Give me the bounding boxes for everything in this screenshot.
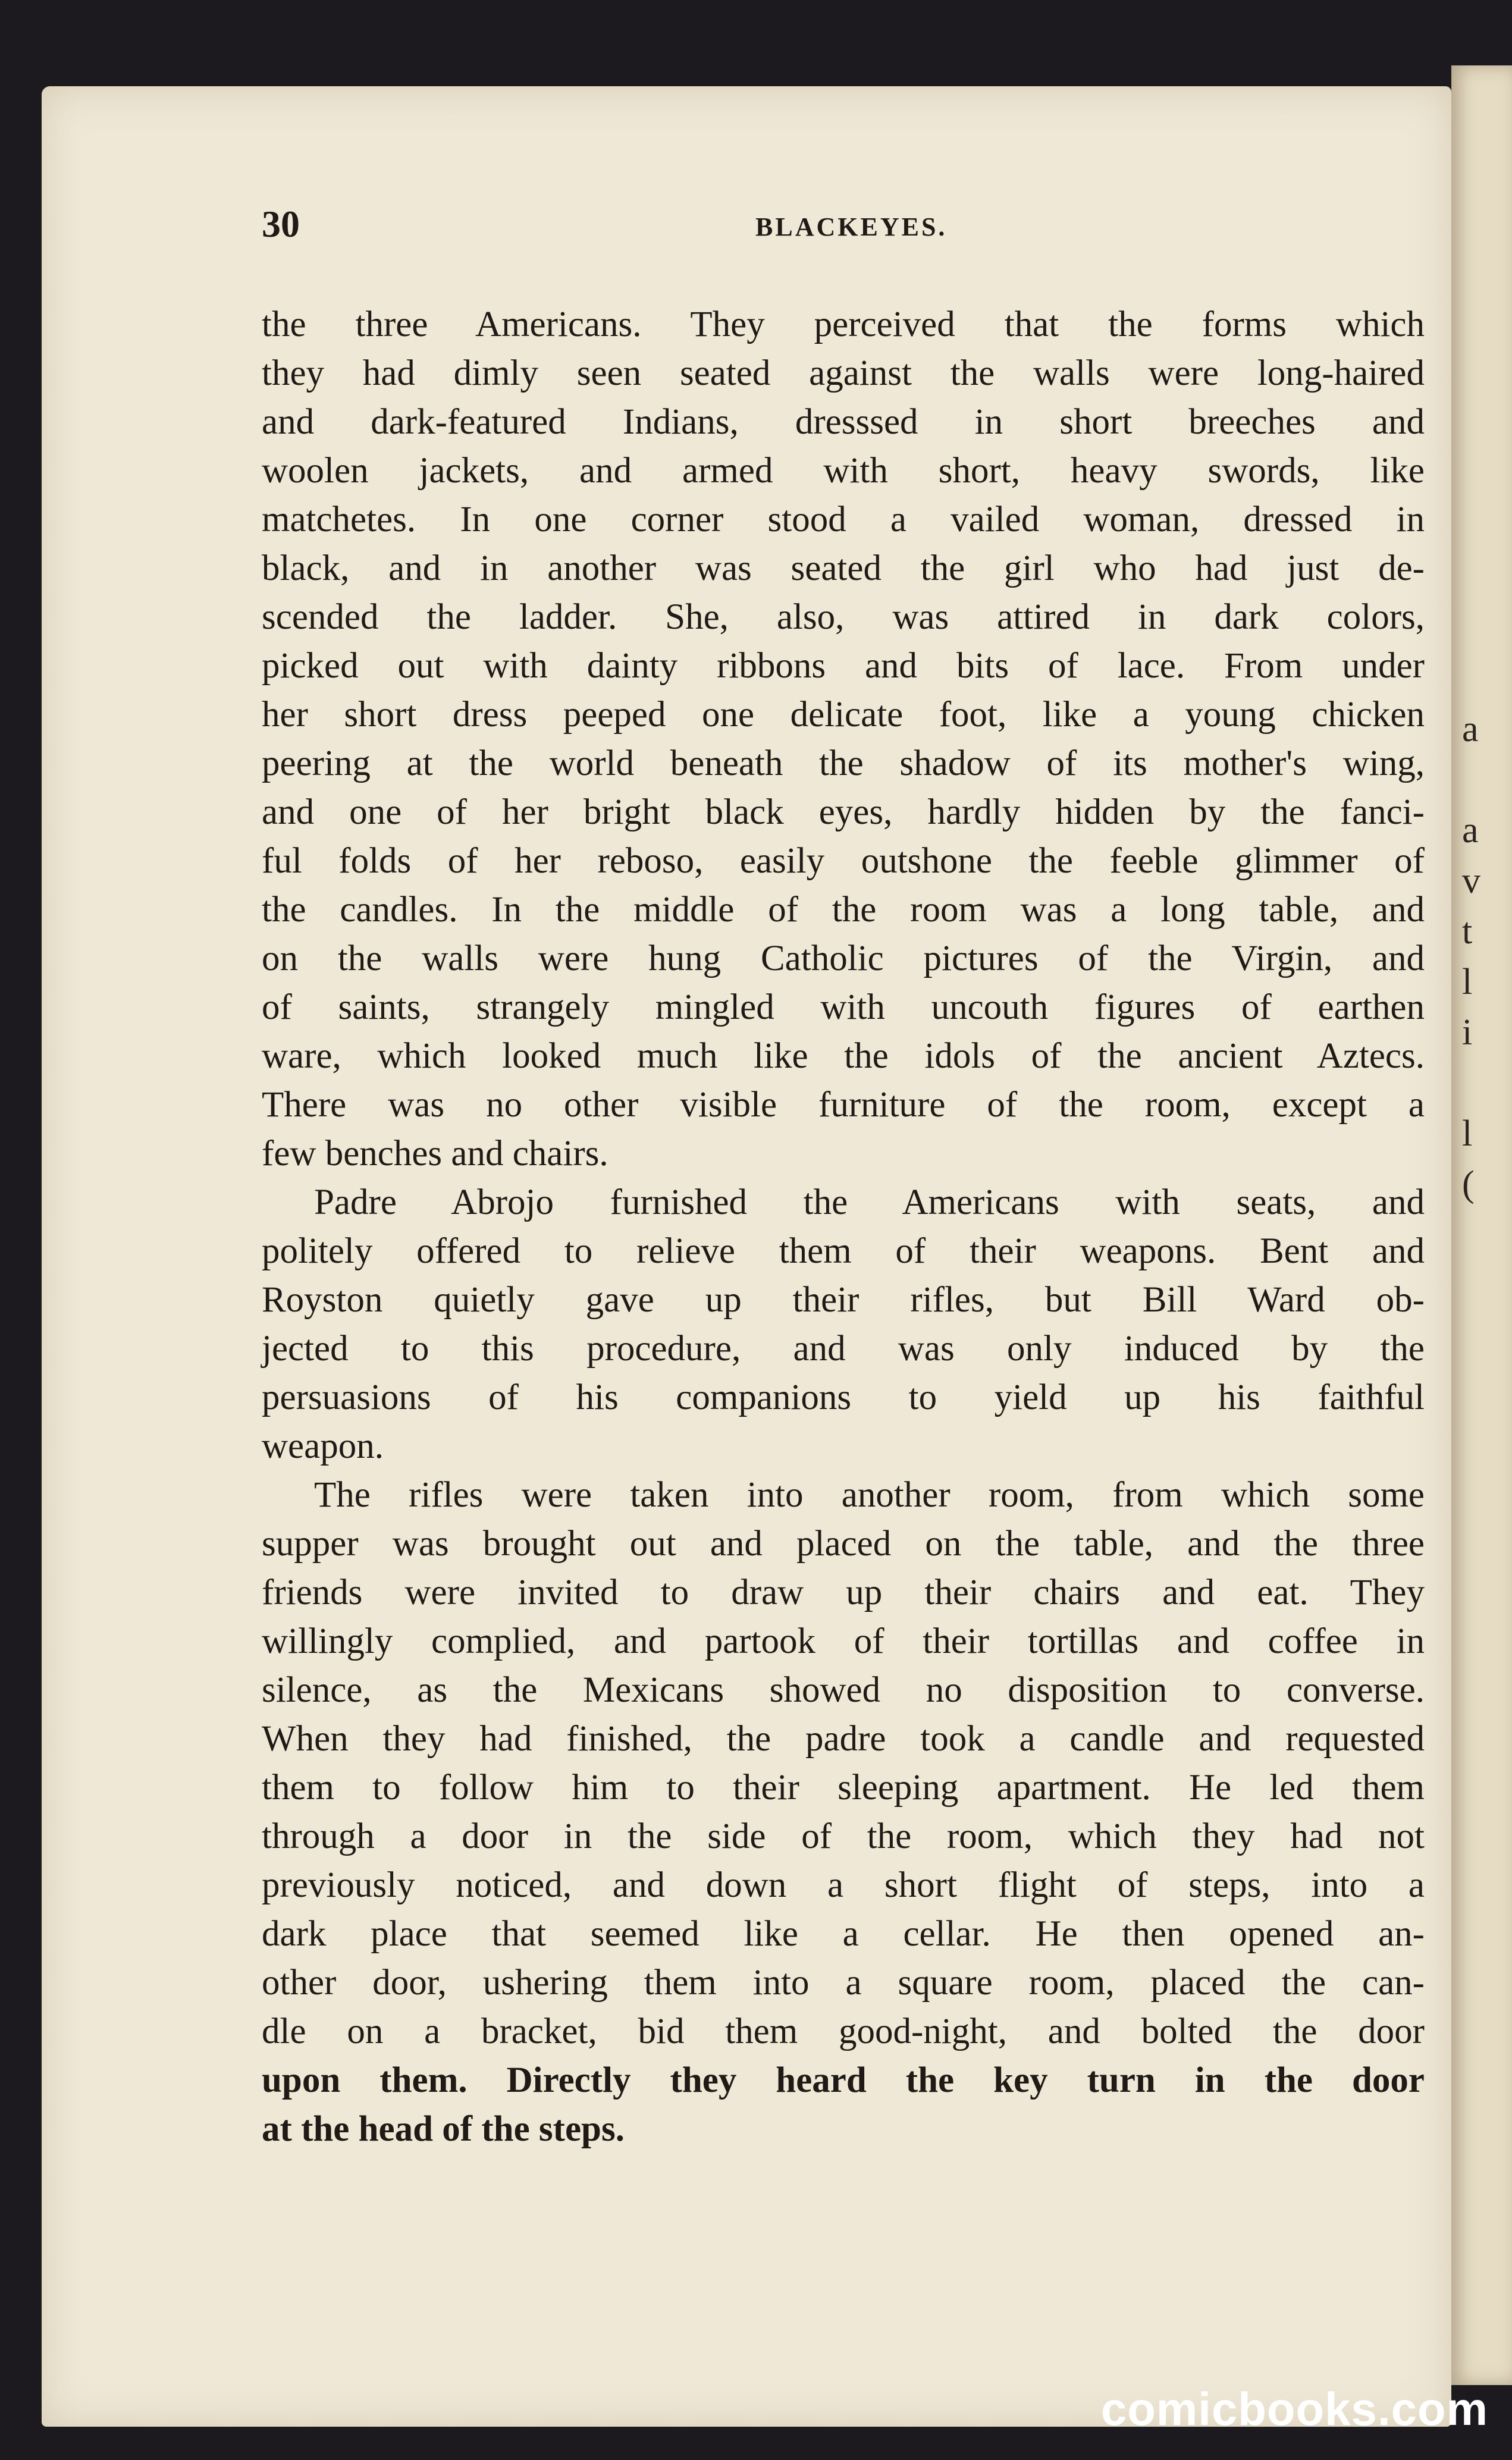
facing-page-fragment: v [1462,861,1480,901]
text-line: they had dimly seen seated against the walls were long-haired [262,353,1425,393]
text-line: persuasions of his companions to yield up his faithful [262,1378,1425,1417]
text-line: and one of her bright black eyes, hardly hidden by the fanci- [262,792,1425,832]
page-number: 30 [262,203,300,245]
text-line: willingly complied, and partook of their tortillas and coffee in [262,1621,1425,1661]
text-line: When they had finished, the padre took a candle and requested [262,1719,1425,1759]
text-line: few benches and chairs. [262,1134,608,1173]
running-head: BLACKEYES. [755,212,948,241]
facing-page-fragment: t [1462,911,1473,952]
text-line: Royston quietly gave up their rifles, but Bill Ward ob- [262,1280,1425,1320]
text-line: picked out with dainty ribbons and bits of lace. From under [262,646,1425,686]
body-text [262,300,1425,2154]
text-line: at the head of the steps. [262,2109,625,2149]
text-line: upon them. Directly they heard the key turn in the door [262,2060,1425,2100]
text-line: woolen jackets, and armed with short, heavy swords, like [262,451,1425,491]
text-line: the candles. In the middle of the room was a long table, and [262,890,1425,930]
text-line: them to follow him to their sleeping apartment. He led them [262,1768,1425,1808]
text-line: silence, as the Mexicans showed no disposition to converse. [262,1670,1425,1710]
text-line: dle on a bracket, bid them good-night, and bolted the door [262,2012,1425,2051]
text-line: previously noticed, and down a short flight of steps, into a [262,1865,1425,1905]
text-line: her short dress peeped one delicate foot, like a young chicken [262,695,1425,735]
text-line: jected to this procedure, and was only induced by the [262,1329,1425,1369]
text-line: Padre Abrojo furnished the Americans with seats, and [314,1182,1425,1222]
facing-page-fragment: ( [1462,1164,1475,1204]
text-line: scended the ladder. She, also, was attired in dark colors, [262,597,1425,637]
text-line: other door, ushering them into a square room, placed the can- [262,1963,1425,2003]
text-line: on the walls were hung Catholic pictures of the Virgin, and [262,939,1425,978]
text-line: matchetes. In one corner stood a vailed woman, dressed in [262,500,1425,539]
facing-page-fragment: i [1462,1012,1473,1053]
text-line: through a door in the side of the room, which they had not [262,1816,1425,1856]
facing-page-fragment: l [1462,962,1473,1002]
text-line: black, and in another was seated the girl who had just de- [262,548,1425,588]
text-line: politely offered to relieve them of their weapons. Bent and [262,1231,1425,1271]
text-line: dark place that seemed like a cellar. He then opened an- [262,1914,1425,1954]
watermark-logo: comicbooks.com [1100,2383,1488,2435]
text-line: There was no other visible furniture of the room, except a [262,1085,1425,1125]
text-line: of saints, strangely mingled with uncouth figures of earthen [262,987,1425,1027]
text-line: ful folds of her reboso, easily outshone the feeble glimmer of [262,841,1425,881]
text-line: ware, which looked much like the idols of the ancient Aztecs. [262,1036,1425,1076]
page-header [262,202,1425,250]
text-line: weapon. [262,1426,384,1466]
paragraph [262,300,1425,1178]
facing-page-fragment: a [1462,709,1479,749]
text-line: the three Americans. They perceived that the forms which [262,305,1425,344]
text-line: friends were invited to draw up their chairs and eat. They [262,1573,1425,1612]
text-line: The rifles were taken into another room, from which some [314,1475,1425,1515]
text-line: peering at the world beneath the shadow of its mother's wing, [262,743,1425,783]
text-line: and dark-featured Indians, dresssed in short breeches and [262,402,1425,442]
text-line: supper was brought out and placed on the table, and the three [262,1524,1425,1564]
paragraph [262,1471,1425,2154]
facing-page-fragment: l [1462,1113,1473,1154]
facing-page-fragment: a [1462,810,1479,851]
paragraph [262,1178,1425,1471]
facing-page-edge [1451,65,1512,2385]
